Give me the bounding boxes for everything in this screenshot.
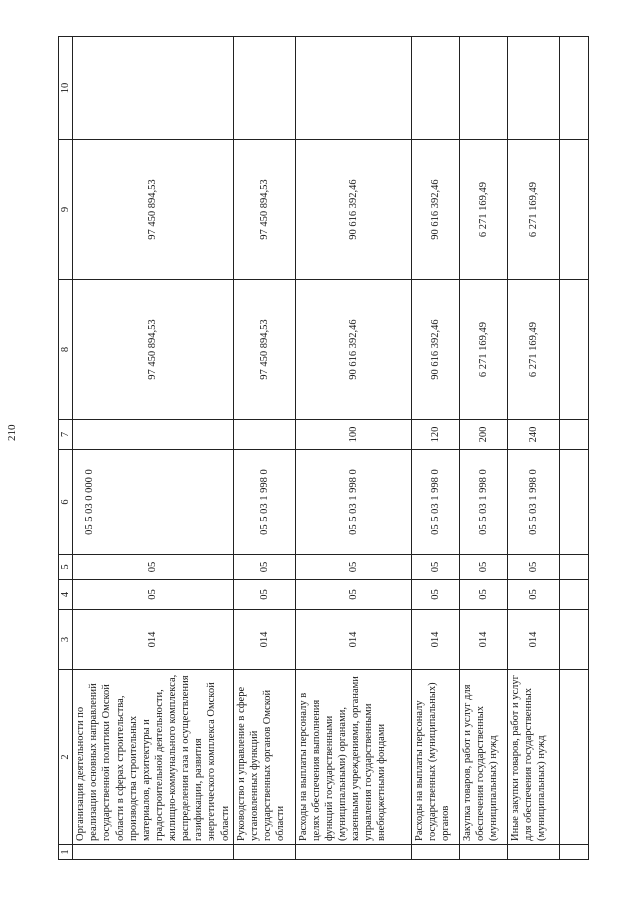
row-1-col-3: 014 [73,610,234,670]
row-6-col-8: 6 271 169,49 [507,280,559,420]
row-4-col-2: Расходы на выплаты персоналу государственных (муниципальных) органов [411,670,459,845]
row-2-col-4: 05 [233,580,295,610]
header-cell-6: 6 [59,450,73,555]
row-5-col-1 [459,845,507,860]
header-cell-9: 9 [59,140,73,280]
row-2-col-7 [233,420,295,450]
row-1-col-10 [73,37,234,140]
row-2-col-2: Руководство и управление в сфере установленных функций государственных органов Омской области [233,670,295,845]
row-3-col-4: 05 [295,580,411,610]
row-3-col-5: 05 [295,555,411,580]
row-2-col-5: 05 [233,555,295,580]
row-3-col-2: Расходы на выплаты персоналу в целях обеспечения выполнения функций государственными (муниципальными) органами, казенными учреждениями, органами управления государственными внебюджетными фондами [295,670,411,845]
header-cell-3: 3 [59,610,73,670]
page-number: 210 [6,424,18,441]
row-2-col-8: 97 450 894,53 [233,280,295,420]
row-4-col-5: 05 [411,555,459,580]
table-row [295,37,411,860]
row-4-col-6: 05 5 03 1 998 0 [411,450,459,555]
row-5-col-7: 200 [459,420,507,450]
row-3-col-1 [295,845,411,860]
table-row-spacer [559,37,588,860]
row-6-col-3: 014 [507,610,559,670]
row-4-col-10 [411,37,459,140]
row-3-col-8: 90 616 392,46 [295,280,411,420]
header-cell-1: 1 [59,845,73,860]
row-1-col-5: 05 [73,555,234,580]
row-1-col-2: Организация деятельности по реализации основных направлений государственной политики Омской области в сферах строительства, производства строительных материалов, архитектуры и градостроительной деятельности, жилищно-коммунального комплекса, распределения газа и осуществления газификации, развития энергетического комплекса Омской области [73,670,234,845]
header-cell-2: 2 [59,670,73,845]
row-6-col-4: 05 [507,580,559,610]
row-6-col-7: 240 [507,420,559,450]
row-5-col-10 [459,37,507,140]
row-1-col-9: 97 450 894,53 [73,140,234,280]
table-row [411,37,459,860]
header-cell-5: 5 [59,555,73,580]
row-5-col-2: Закупка товаров, работ и услуг для обеспечения государственных (муниципальных) нужд [459,670,507,845]
row-4-col-4: 05 [411,580,459,610]
table-row [507,37,559,860]
header-cell-10: 10 [59,37,73,140]
row-4-col-7: 120 [411,420,459,450]
row-1-col-6: 05 5 03 0 000 0 [73,450,234,555]
row-5-col-8: 6 271 169,49 [459,280,507,420]
row-3-col-3: 014 [295,610,411,670]
row-6-col-6: 05 5 03 1 998 0 [507,450,559,555]
row-5-col-6: 05 5 03 1 998 0 [459,450,507,555]
header-row [59,37,73,860]
row-5-col-9: 6 271 169,49 [459,140,507,280]
row-1-col-7 [73,420,234,450]
row-4-col-1 [411,845,459,860]
row-6-col-10 [507,37,559,140]
row-4-col-9: 90 616 392,46 [411,140,459,280]
row-6-col-1 [507,845,559,860]
header-cell-8: 8 [59,280,73,420]
row-3-col-7: 100 [295,420,411,450]
row-5-col-5: 05 [459,555,507,580]
header-cell-4: 4 [59,580,73,610]
row-5-col-3: 014 [459,610,507,670]
row-2-col-9: 97 450 894,53 [233,140,295,280]
row-6-col-9: 6 271 169,49 [507,140,559,280]
row-2-col-6: 05 5 03 1 998 0 [233,450,295,555]
row-3-col-10 [295,37,411,140]
header-cell-7: 7 [59,420,73,450]
row-1-col-4: 05 [73,580,234,610]
budget-table [58,36,589,860]
row-1-col-8: 97 450 894,53 [73,280,234,420]
table-row [233,37,295,860]
row-2-col-1 [233,845,295,860]
row-6-col-5: 05 [507,555,559,580]
row-2-col-10 [233,37,295,140]
row-5-col-4: 05 [459,580,507,610]
row-6-col-2: Иные закупки товаров, работ и услуг для обеспечения государственных (муниципальных) нужд [507,670,559,845]
table-row [73,37,234,860]
row-4-col-8: 90 616 392,46 [411,280,459,420]
row-2-col-3: 014 [233,610,295,670]
row-1-col-1 [73,845,234,860]
row-3-col-9: 90 616 392,46 [295,140,411,280]
row-3-col-6: 05 5 03 1 998 0 [295,450,411,555]
row-4-col-3: 014 [411,610,459,670]
budget-table-rotated [58,37,589,860]
table-row [459,37,507,860]
